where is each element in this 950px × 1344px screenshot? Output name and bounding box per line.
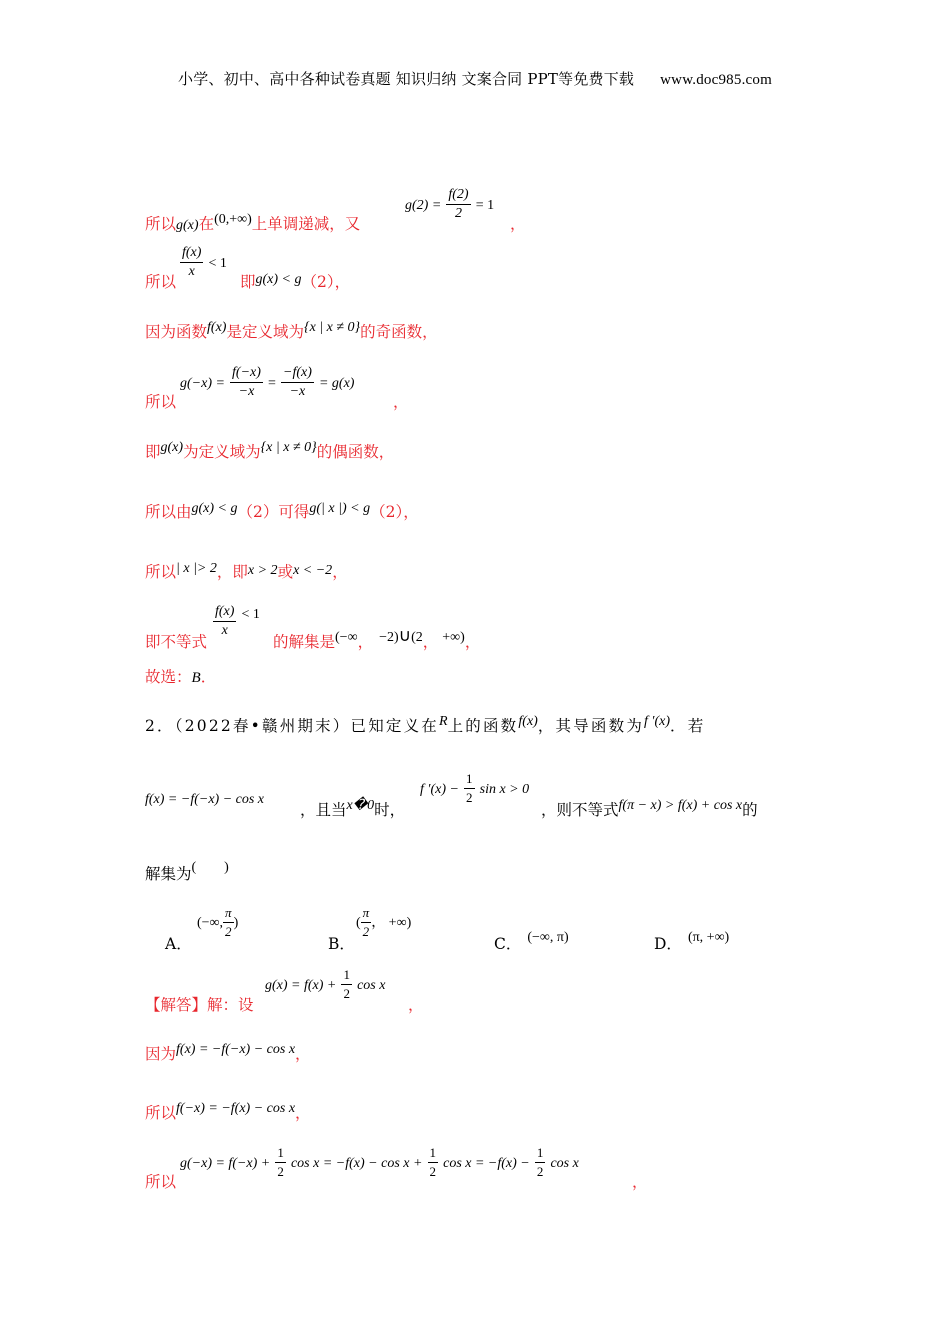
- header-text: 小学、初中、高中各种试卷真题 知识归纳 文案合同 PPT等免费下载: [178, 70, 635, 88]
- answer-line-2: 因为f(x) = −f(−x) − cos x，: [145, 1042, 311, 1063]
- answer-line-1: 【解答】解：设: [145, 996, 254, 1014]
- answer-line-4: 所以: [145, 1173, 177, 1191]
- fraction-inequality: $\frac{f(x)}{x}$ < 1: [215, 604, 260, 638]
- solution-line-9: 故选：B．: [145, 668, 217, 686]
- solution-line-8: 即不等式: [145, 633, 208, 651]
- document-page: 小学、初中、高中各种试卷真题 知识归纳 文案合同 PPT等免费下载 www.doc985.com 所以g(x)在(0,+∞)上单调递减，又 g(2) = $\frac{f(2)}{2}$ = 1 ， 所以 $\frac{f(x)}{x}$ < 1 即g(x) < g（2）， 因为函数f(x)是定义域为{x | x ≠ 0}的奇函数， 所以 g(−x) = $\frac{f(-x)}{-x}$ = $\frac{-f(x)}{-x}$ = g(x) ， 即g(x)为定义域为{x | x ≠ 0}的偶函数， 所以由g(x) < g（2）可得g(| x |) < g（2）， 所以| x |> 2，即x > 2或x < −2， 即不等式 $\frac{f(x)}{x}$ < 1 的解集是(−∞， −2)∪(2， +∞)， 故选：B． 2．（2022春•赣州期末）已知定义在R上的函数f(x)，其导函数为f ′(x)．若 f(x) = −f(−x) − cos x ，且当x�0时， f ′(x) − $\frac{1}{2}$ sin x > 0 ，则不等式f(π − x) > f(x) + cos x的 解集为( ) A． (−∞, $\frac{\pi}{2}$ ) B． ( $\frac{\pi}{2}$ ， +∞) C． (−∞, π) D． (π, +∞) 【解答】解：设 g(x) = f(x) + $\frac{1}{2}$ cos x ， 因为f(x) = −f(−x) − cos x， 所以f(−x) = −f(x) − cos x， 所以 g(−x) = f(−x) + $\frac{1}{2}$ cos x = −f(x) − cos x + $\frac{1}{2}$ cos x = −f(x) − $\frac{1}{2}$ cos x ，: [0, 0, 950, 1344]
- solution-line-1: 所以g(x)在(0,+∞)上单调递减，又: [145, 212, 361, 233]
- condition-2: f ′(x) − $\frac{1}{2}$ sin x > 0: [420, 771, 530, 805]
- solution-line-7: 所以| x |> 2，即x > 2或x < −2，: [145, 561, 348, 581]
- option-a[interactable]: A． (−∞, $\frac{\pi}{2}$ ): [165, 905, 239, 953]
- option-c[interactable]: C． (−∞, π): [494, 930, 569, 953]
- solution-line-3: 因为函数f(x)是定义域为{x | x ≠ 0}的奇函数，: [145, 320, 438, 341]
- condition-1: f(x) = −f(−x) − cos x: [145, 792, 265, 807]
- fraction-g2: g(2) = $\frac{f(2)}{2}$ = 1: [405, 187, 495, 221]
- question-2-line-3: 解集为( ): [145, 860, 229, 883]
- solution-line-4: 所以: [145, 393, 177, 411]
- equation-g-even: g(−x) = $\frac{f(-x)}{-x}$ = $\frac{-f(x)}{-x}$ = g(x): [180, 365, 355, 399]
- solution-line-2: 所以: [145, 273, 177, 291]
- question-2-line-1: 2．（2022春•赣州期末）已知定义在R上的函数f(x)，其导函数为f ′(x)．若: [145, 714, 706, 735]
- solution-line-5: 即g(x)为定义域为{x | x ≠ 0}的偶函数，: [145, 440, 395, 461]
- fraction-fx-over-x: $\frac{f(x)}{x}$ < 1: [182, 245, 227, 279]
- equation-g-neg-x: g(−x) = f(−x) + $\frac{1}{2}$ cos x = −f(x) − cos x + $\frac{1}{2}$ cos x = −f(x) − $\frac{1}{2}$ cos x: [180, 1145, 579, 1179]
- answer-line-3: 所以f(−x) = −f(x) − cos x，: [145, 1101, 311, 1122]
- page-header: [0, 68, 950, 89]
- solution-line-6: 所以由g(x) < g（2）可得g(| x |) < g（2），: [145, 501, 419, 521]
- header-site: www.doc985.com: [660, 72, 772, 88]
- definition-g: g(x) = f(x) + $\frac{1}{2}$ cos x: [265, 967, 386, 1001]
- option-d[interactable]: D． (π, +∞): [654, 930, 730, 953]
- option-b[interactable]: B． ( $\frac{\pi}{2}$ ， +∞): [328, 905, 412, 953]
